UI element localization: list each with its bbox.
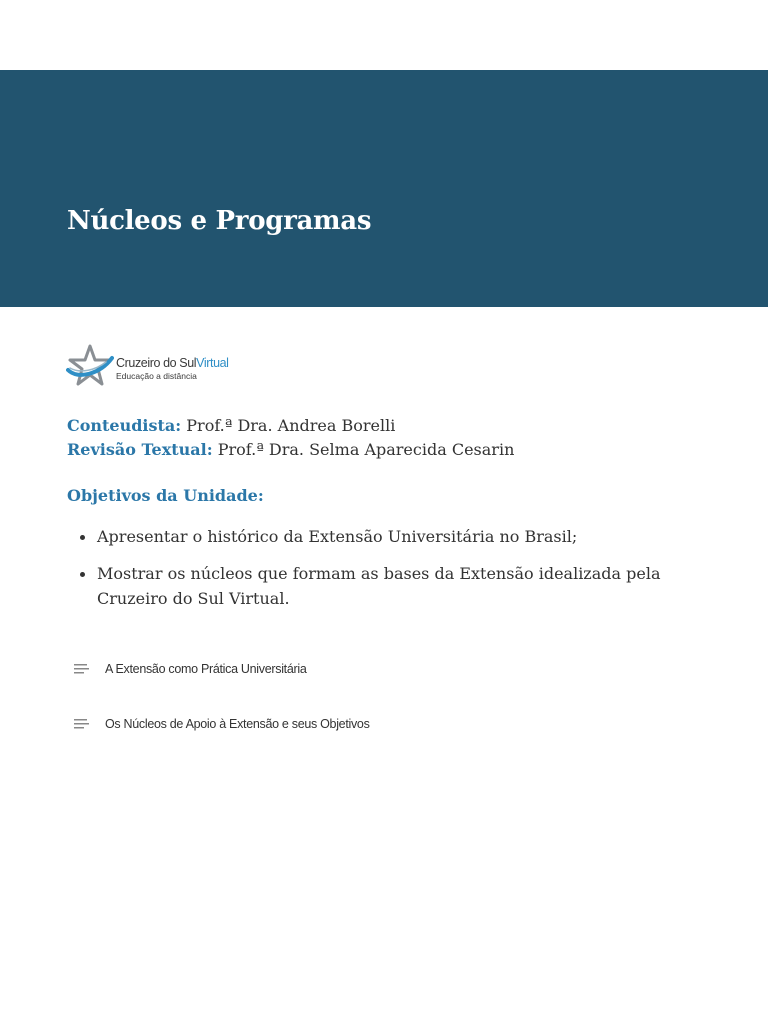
- credits-block: [67, 414, 514, 462]
- objective-item: Apresentar o histórico da Extensão Universitária no Brasil;: [67, 524, 687, 549]
- logo-brand-accent: Virtual: [196, 356, 229, 370]
- author-line: [67, 414, 514, 438]
- objectives-list: [67, 524, 687, 623]
- topic-link-nucleos[interactable]: [74, 714, 370, 734]
- menu-lines-icon: [74, 718, 90, 730]
- logo-brand-name: [116, 356, 229, 370]
- logo-tagline: Educação a distância: [116, 371, 197, 381]
- topic-label: A Extensão como Prática Universitária: [105, 662, 307, 676]
- logo-brand-main: Cruzeiro do Sul: [116, 356, 197, 370]
- menu-lines-icon: [74, 663, 90, 675]
- topic-link-extensao[interactable]: [74, 659, 307, 679]
- objectives-title: Objetivos da Unidade:: [67, 486, 264, 505]
- review-label: Revisão Textual:: [67, 440, 213, 459]
- objective-item: Mostrar os núcleos que formam as bases da Extensão idealizada pela Cruzeiro do Sul Virtual.: [67, 561, 687, 611]
- header-banner: [0, 70, 768, 307]
- author-name: Prof.ª Dra. Andrea Borelli: [186, 416, 396, 435]
- brand-logo: [66, 344, 241, 388]
- review-line: [67, 438, 514, 462]
- review-name: Prof.ª Dra. Selma Aparecida Cesarin: [217, 440, 515, 459]
- topic-label: Os Núcleos de Apoio à Extensão e seus Objetivos: [105, 717, 370, 731]
- author-label: Conteudista:: [67, 416, 182, 435]
- page-title: Núcleos e Programas: [67, 206, 372, 236]
- star-orbit-logo-icon: [66, 344, 114, 388]
